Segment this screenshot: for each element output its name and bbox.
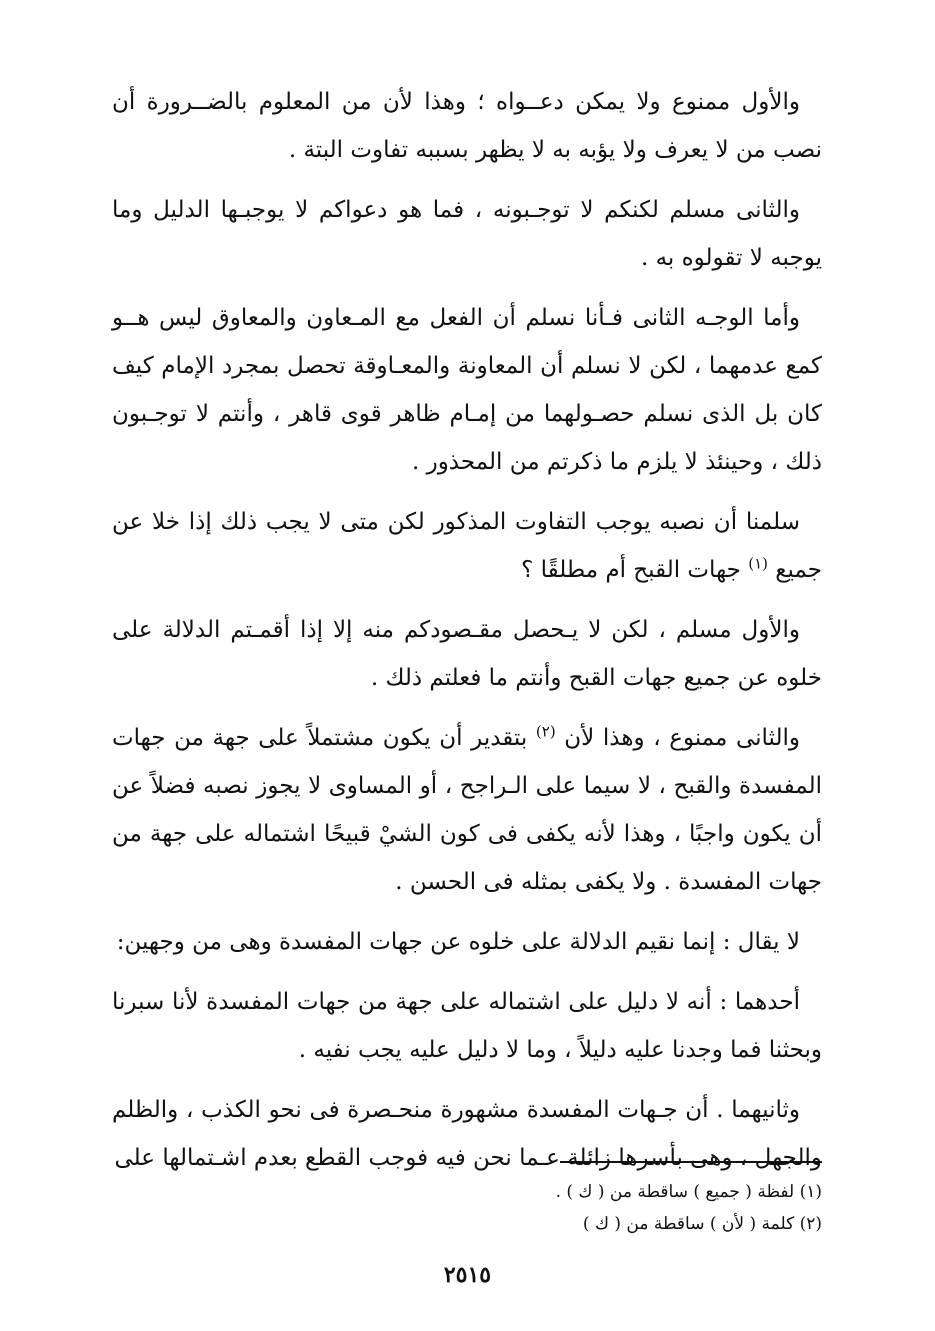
paragraph-8 [112,978,822,1074]
paragraph-3 [112,294,822,486]
paragraph-6 [112,714,822,906]
main-text [112,78,822,1194]
paragraph-5 [112,606,822,702]
footnote-divider [560,1161,822,1163]
paragraph-1-text: والأول ممنوع ولا يمكن دعــواه ؛ وهذا لأن من المعلوم بالضــرورة أن نصب من لا يعرف ولا يؤبه به لا يظهر بسببه تفاوت البتة . [112,89,822,163]
paragraph-7-text: لا يقال : إنما نقيم الدلالة على خلوه عن جهات المفسدة وهى من وجهين: [116,929,800,955]
paragraph-5-text: والأول مسلم ، لكن لا يـحصل مقـصودكم منه إلا إذا أقمـتم الدلالة على خلوه عن جميع جهات القبح وأنتم ما فعلتم ذلك . [112,617,822,691]
paragraph-3-text: وأما الوجـه الثانى فـأنا نسلم أن الفعل مع المـعاون والمعاوق ليس هــو كمع عدمهما ، لكن لا نسلم أن المعاونة والمعـاوقة تحصل بمجرد الإمام كيف كان بل الذى نسلم حصـولهما من إمـام ظاهر قوى قاهر ، وأنتم لا توجـبون ذلك ، وحينئذ لا يلزم ما ذكرتم من المحذور . [112,305,822,475]
paragraph-4-text-after: جهات القبح أم مطلقًا ؟ [521,557,741,583]
footnote-ref-1: (١) [748,554,768,573]
paragraph-9 [112,1086,822,1182]
page-number: ٢٥١٥ [443,1262,492,1288]
footnote-ref-2: (٢) [535,722,556,741]
paragraph-4-text-before: سلمنا أن نصبه يوجب التفاوت المذكور لكن متى لا يجب ذلك إذا خلا عن جميع [112,509,822,583]
paragraph-8-text: أحدهما : أنه لا دليل على اشتماله على جهة من جهات المفسدة لأنا سبرنا وبحثنا فما وجدنا عليه دليلاً ، وما لا دليل عليه يجب نفيه . [112,989,822,1063]
footnote-2: (٢) كلمة ( لأن ) ساقطة من ( ك ) [582,1214,822,1234]
footnotes [400,1176,822,1240]
paragraph-9-text: وثانيهما . أن جـهات المفسدة مشهورة منحـصرة فى نحو الكذب ، والظلم والجهل ، وهى بأسرها زائلة عـما نحن فيه فوجب القطع بعدم اشـتمالها على [112,1097,822,1171]
paragraph-2-text: والثانى مسلم لكنكم لا توجـبونه ، فما هو دعواكم لا يوجبـها الدليل وما يوجبه لا تقولوه به . [112,197,822,271]
paragraph-6-text-after: بتقدير أن يكون مشتملاً على جهة من جهات المفسدة والقبح ، لا سيما على الـراجح ، أو المساوى لا يجوز نصبه فضلاً عن أن يكون واجبًا ، وهذا لأنه يكفى فى كون الشيْ قبيحًا اشتماله على جهة من جهات المفسدة . ولا يكفى بمثله فى الحسن . [112,725,822,895]
paragraph-7 [112,918,822,966]
paragraph-4 [112,498,822,594]
paragraph-1 [112,78,822,174]
paragraph-6-text-before: والثانى ممنوع ، وهذا لأن [564,725,801,751]
paragraph-2 [112,186,822,282]
footnote-1: (١) لفظة ( جميع ) ساقطة من ( ك ) . [555,1182,822,1202]
